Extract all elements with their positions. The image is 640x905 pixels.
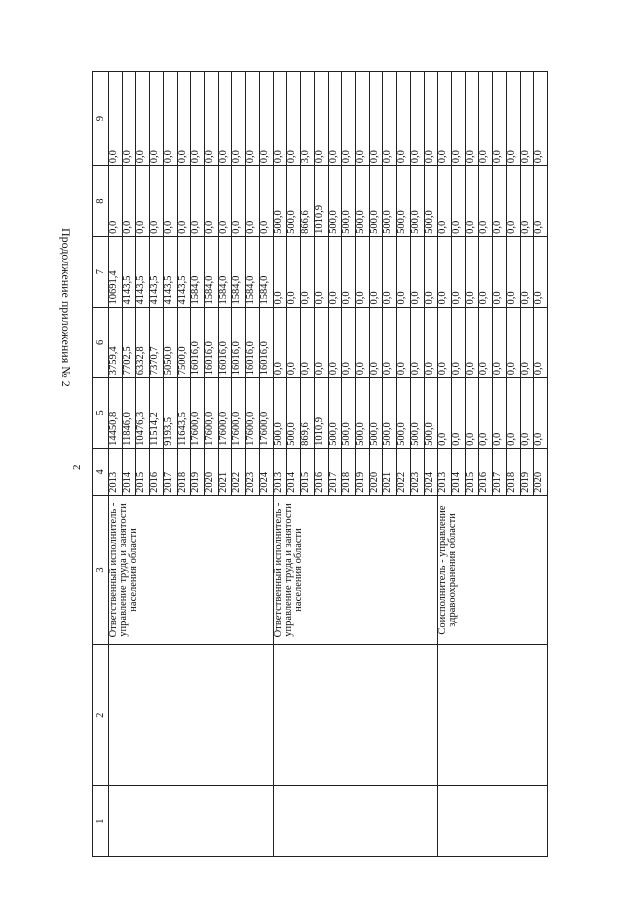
amount-cell: 0,0 bbox=[328, 72, 342, 166]
amount-cell: 0,0 bbox=[506, 72, 520, 166]
amount-cell: 0,0 bbox=[150, 72, 164, 166]
amount-cell: 0,0 bbox=[232, 166, 246, 237]
year-cell: 2020 bbox=[205, 448, 219, 495]
amount-cell: 0,0 bbox=[424, 236, 438, 307]
col2-empty-cell bbox=[273, 645, 438, 786]
amount-cell: 0,0 bbox=[109, 166, 123, 237]
year-cell: 2021 bbox=[218, 448, 232, 495]
year-cell: 2024 bbox=[424, 448, 438, 495]
table-body bbox=[109, 72, 548, 857]
amount-cell: 0,0 bbox=[493, 72, 507, 166]
year-cell: 2013 bbox=[438, 448, 452, 495]
amount-cell: 0,0 bbox=[451, 307, 465, 378]
col1-empty-cell bbox=[273, 786, 438, 857]
amount-cell: 17600,0 bbox=[191, 378, 205, 449]
col1-empty-cell bbox=[109, 786, 274, 857]
amount-cell: 0,0 bbox=[520, 72, 534, 166]
amount-cell: 0,0 bbox=[493, 236, 507, 307]
year-cell: 2017 bbox=[328, 448, 342, 495]
amount-cell: 0,0 bbox=[191, 166, 205, 237]
table-row bbox=[109, 72, 123, 857]
amount-cell: 500,0 bbox=[397, 378, 411, 449]
amount-cell: 0,0 bbox=[479, 166, 493, 237]
amount-cell: 0,0 bbox=[424, 307, 438, 378]
amount-cell: 500,0 bbox=[342, 166, 356, 237]
amount-cell: 500,0 bbox=[383, 378, 397, 449]
amount-cell: 500,0 bbox=[342, 378, 356, 449]
amount-cell: 0,0 bbox=[314, 72, 328, 166]
amount-cell: 0,0 bbox=[232, 72, 246, 166]
amount-cell: 0,0 bbox=[246, 72, 260, 166]
column-header-3: 3 bbox=[93, 495, 109, 644]
amount-cell: 0,0 bbox=[534, 236, 548, 307]
col2-empty-cell bbox=[438, 645, 548, 786]
amount-cell: 0,0 bbox=[273, 307, 287, 378]
amount-cell: 0,0 bbox=[383, 307, 397, 378]
amount-cell: 869,6 bbox=[301, 378, 315, 449]
amount-cell: 0,0 bbox=[424, 72, 438, 166]
amount-cell: 0,0 bbox=[287, 236, 301, 307]
amount-cell: 0,0 bbox=[191, 72, 205, 166]
column-header-2: 2 bbox=[93, 645, 109, 786]
amount-cell: 0,0 bbox=[301, 236, 315, 307]
amount-cell: 0,0 bbox=[534, 378, 548, 449]
amount-cell: 0,0 bbox=[506, 378, 520, 449]
year-cell: 2016 bbox=[150, 448, 164, 495]
amount-cell: 9193,5 bbox=[163, 378, 177, 449]
amount-cell: 17600,0 bbox=[259, 378, 273, 449]
amount-cell: 0,0 bbox=[465, 166, 479, 237]
executor-cell: Соисполнитель - управление здравоохранения области bbox=[438, 495, 548, 644]
amount-cell: 0,0 bbox=[328, 236, 342, 307]
amount-cell: 500,0 bbox=[424, 166, 438, 237]
amount-cell: 500,0 bbox=[287, 378, 301, 449]
amount-cell: 0,0 bbox=[136, 166, 150, 237]
amount-cell: 0,0 bbox=[109, 72, 123, 166]
amount-cell: 17600,0 bbox=[205, 378, 219, 449]
year-cell: 2022 bbox=[397, 448, 411, 495]
year-cell: 2019 bbox=[191, 448, 205, 495]
year-cell: 2016 bbox=[314, 448, 328, 495]
amount-cell: 1584,0 bbox=[218, 236, 232, 307]
amount-cell: 4143,5 bbox=[122, 236, 136, 307]
year-cell: 2014 bbox=[451, 448, 465, 495]
amount-cell: 0,0 bbox=[273, 72, 287, 166]
col2-empty-cell bbox=[109, 645, 274, 786]
amount-cell: 0,0 bbox=[122, 72, 136, 166]
amount-cell: 0,0 bbox=[205, 166, 219, 237]
amount-cell: 0,0 bbox=[451, 378, 465, 449]
appendix-continuation-label: Продолжение приложения № 2 bbox=[59, 228, 73, 387]
column-header-1: 1 bbox=[93, 786, 109, 857]
amount-cell: 17600,0 bbox=[232, 378, 246, 449]
amount-cell: 16016,0 bbox=[259, 307, 273, 378]
year-cell: 2014 bbox=[122, 448, 136, 495]
amount-cell: 0,0 bbox=[122, 166, 136, 237]
amount-cell: 0,0 bbox=[177, 72, 191, 166]
amount-cell: 0,0 bbox=[369, 236, 383, 307]
amount-cell: 0,0 bbox=[520, 307, 534, 378]
col1-empty-cell bbox=[438, 786, 548, 857]
amount-cell: 0,0 bbox=[451, 72, 465, 166]
year-cell: 2013 bbox=[109, 448, 123, 495]
amount-cell: 16016,0 bbox=[232, 307, 246, 378]
table-row bbox=[273, 72, 287, 857]
year-cell: 2019 bbox=[520, 448, 534, 495]
amount-cell: 0,0 bbox=[479, 236, 493, 307]
amount-cell: 3,0 bbox=[301, 72, 315, 166]
header-row bbox=[93, 72, 109, 857]
amount-cell: 0,0 bbox=[383, 72, 397, 166]
column-header-5: 5 bbox=[93, 378, 109, 449]
amount-cell: 1584,0 bbox=[191, 236, 205, 307]
amount-cell: 0,0 bbox=[287, 72, 301, 166]
year-cell: 2017 bbox=[163, 448, 177, 495]
amount-cell: 0,0 bbox=[314, 307, 328, 378]
year-cell: 2021 bbox=[383, 448, 397, 495]
year-cell: 2023 bbox=[246, 448, 260, 495]
amount-cell: 11643,5 bbox=[177, 378, 191, 449]
amount-cell: 6332,8 bbox=[136, 307, 150, 378]
year-cell: 2013 bbox=[273, 448, 287, 495]
amount-cell: 11846,0 bbox=[122, 378, 136, 449]
amount-cell: 0,0 bbox=[287, 307, 301, 378]
amount-cell: 0,0 bbox=[520, 166, 534, 237]
amount-cell: 7370,7 bbox=[150, 307, 164, 378]
year-cell: 2015 bbox=[301, 448, 315, 495]
amount-cell: 0,0 bbox=[369, 307, 383, 378]
amount-cell: 3759,4 bbox=[109, 307, 123, 378]
year-cell: 2020 bbox=[369, 448, 383, 495]
column-header-4: 4 bbox=[93, 448, 109, 495]
amount-cell: 0,0 bbox=[534, 166, 548, 237]
amount-cell: 0,0 bbox=[534, 307, 548, 378]
year-cell: 2015 bbox=[465, 448, 479, 495]
amount-cell: 0,0 bbox=[438, 236, 452, 307]
amount-cell: 0,0 bbox=[177, 166, 191, 237]
amount-cell: 5050,0 bbox=[163, 307, 177, 378]
amount-cell: 500,0 bbox=[273, 378, 287, 449]
amount-cell: 1010,9 bbox=[314, 166, 328, 237]
amount-cell: 500,0 bbox=[328, 166, 342, 237]
amount-cell: 4143,5 bbox=[150, 236, 164, 307]
budget-table bbox=[92, 71, 548, 857]
amount-cell: 0,0 bbox=[479, 72, 493, 166]
amount-cell: 0,0 bbox=[150, 166, 164, 237]
amount-cell: 0,0 bbox=[534, 72, 548, 166]
amount-cell: 0,0 bbox=[314, 236, 328, 307]
amount-cell: 0,0 bbox=[438, 378, 452, 449]
amount-cell: 0,0 bbox=[479, 378, 493, 449]
amount-cell: 1584,0 bbox=[246, 236, 260, 307]
amount-cell: 4143,5 bbox=[177, 236, 191, 307]
table-row bbox=[438, 72, 452, 857]
amount-cell: 0,0 bbox=[342, 236, 356, 307]
amount-cell: 0,0 bbox=[301, 307, 315, 378]
amount-cell: 0,0 bbox=[383, 236, 397, 307]
amount-cell: 0,0 bbox=[493, 378, 507, 449]
amount-cell: 0,0 bbox=[397, 72, 411, 166]
year-cell: 2018 bbox=[342, 448, 356, 495]
year-cell: 2020 bbox=[534, 448, 548, 495]
year-cell: 2023 bbox=[410, 448, 424, 495]
year-cell: 2015 bbox=[136, 448, 150, 495]
year-cell: 2018 bbox=[506, 448, 520, 495]
amount-cell: 1584,0 bbox=[232, 236, 246, 307]
rotated-budget-table-sheet bbox=[92, 71, 548, 857]
amount-cell: 0,0 bbox=[438, 72, 452, 166]
amount-cell: 0,0 bbox=[259, 72, 273, 166]
page-number: 2 bbox=[71, 464, 83, 470]
amount-cell: 0,0 bbox=[259, 166, 273, 237]
amount-cell: 0,0 bbox=[163, 72, 177, 166]
amount-cell: 10691,4 bbox=[109, 236, 123, 307]
amount-cell: 500,0 bbox=[383, 166, 397, 237]
amount-cell: 0,0 bbox=[451, 166, 465, 237]
year-cell: 2019 bbox=[355, 448, 369, 495]
amount-cell: 500,0 bbox=[410, 166, 424, 237]
column-header-6: 6 bbox=[93, 307, 109, 378]
amount-cell: 0,0 bbox=[410, 307, 424, 378]
amount-cell: 1584,0 bbox=[259, 236, 273, 307]
amount-cell: 10476,3 bbox=[136, 378, 150, 449]
amount-cell: 0,0 bbox=[506, 307, 520, 378]
amount-cell: 0,0 bbox=[136, 72, 150, 166]
amount-cell: 500,0 bbox=[287, 166, 301, 237]
year-cell: 2016 bbox=[479, 448, 493, 495]
amount-cell: 4143,5 bbox=[136, 236, 150, 307]
amount-cell: 0,0 bbox=[493, 307, 507, 378]
amount-cell: 500,0 bbox=[273, 166, 287, 237]
amount-cell: 0,0 bbox=[506, 236, 520, 307]
amount-cell: 0,0 bbox=[246, 166, 260, 237]
amount-cell: 500,0 bbox=[355, 166, 369, 237]
column-header-9: 9 bbox=[93, 72, 109, 166]
amount-cell: 14450,8 bbox=[109, 378, 123, 449]
amount-cell: 0,0 bbox=[438, 307, 452, 378]
amount-cell: 0,0 bbox=[218, 72, 232, 166]
amount-cell: 16016,0 bbox=[205, 307, 219, 378]
year-cell: 2022 bbox=[232, 448, 246, 495]
amount-cell: 500,0 bbox=[355, 378, 369, 449]
executor-cell: Ответственный исполнитель - управление труда и занятости населения области bbox=[109, 495, 274, 644]
amount-cell: 0,0 bbox=[520, 236, 534, 307]
amount-cell: 0,0 bbox=[465, 307, 479, 378]
year-cell: 2018 bbox=[177, 448, 191, 495]
amount-cell: 0,0 bbox=[369, 72, 383, 166]
amount-cell: 500,0 bbox=[369, 378, 383, 449]
amount-cell: 0,0 bbox=[493, 166, 507, 237]
amount-cell: 1584,0 bbox=[205, 236, 219, 307]
amount-cell: 0,0 bbox=[410, 72, 424, 166]
amount-cell: 500,0 bbox=[424, 378, 438, 449]
amount-cell: 0,0 bbox=[410, 236, 424, 307]
amount-cell: 17600,0 bbox=[218, 378, 232, 449]
amount-cell: 0,0 bbox=[479, 307, 493, 378]
amount-cell: 7702,5 bbox=[122, 307, 136, 378]
amount-cell: 16016,0 bbox=[218, 307, 232, 378]
amount-cell: 0,0 bbox=[397, 307, 411, 378]
amount-cell: 0,0 bbox=[355, 72, 369, 166]
amount-cell: 500,0 bbox=[410, 378, 424, 449]
amount-cell: 16016,0 bbox=[246, 307, 260, 378]
amount-cell: 16016,0 bbox=[191, 307, 205, 378]
year-cell: 2014 bbox=[287, 448, 301, 495]
amount-cell: 500,0 bbox=[397, 166, 411, 237]
amount-cell: 0,0 bbox=[355, 236, 369, 307]
amount-cell: 0,0 bbox=[520, 378, 534, 449]
amount-cell: 1010,9 bbox=[314, 378, 328, 449]
executor-cell: Ответственный исполнитель - управление труда и занятости населения области bbox=[273, 495, 438, 644]
amount-cell: 0,0 bbox=[205, 72, 219, 166]
amount-cell: 0,0 bbox=[273, 236, 287, 307]
year-cell: 2017 bbox=[493, 448, 507, 495]
amount-cell: 7500,0 bbox=[177, 307, 191, 378]
column-header-7: 7 bbox=[93, 236, 109, 307]
amount-cell: 0,0 bbox=[328, 307, 342, 378]
amount-cell: 500,0 bbox=[369, 166, 383, 237]
amount-cell: 0,0 bbox=[397, 236, 411, 307]
amount-cell: 866,6 bbox=[301, 166, 315, 237]
amount-cell: 0,0 bbox=[342, 307, 356, 378]
amount-cell: 0,0 bbox=[465, 236, 479, 307]
amount-cell: 0,0 bbox=[438, 166, 452, 237]
year-cell: 2024 bbox=[259, 448, 273, 495]
amount-cell: 0,0 bbox=[355, 307, 369, 378]
amount-cell: 0,0 bbox=[342, 72, 356, 166]
amount-cell: 0,0 bbox=[163, 166, 177, 237]
amount-cell: 11514,2 bbox=[150, 378, 164, 449]
amount-cell: 0,0 bbox=[465, 72, 479, 166]
column-header-8: 8 bbox=[93, 166, 109, 237]
amount-cell: 0,0 bbox=[218, 166, 232, 237]
amount-cell: 500,0 bbox=[328, 378, 342, 449]
amount-cell: 0,0 bbox=[451, 236, 465, 307]
amount-cell: 17600,0 bbox=[246, 378, 260, 449]
amount-cell: 0,0 bbox=[465, 378, 479, 449]
amount-cell: 0,0 bbox=[506, 166, 520, 237]
amount-cell: 4143,5 bbox=[163, 236, 177, 307]
